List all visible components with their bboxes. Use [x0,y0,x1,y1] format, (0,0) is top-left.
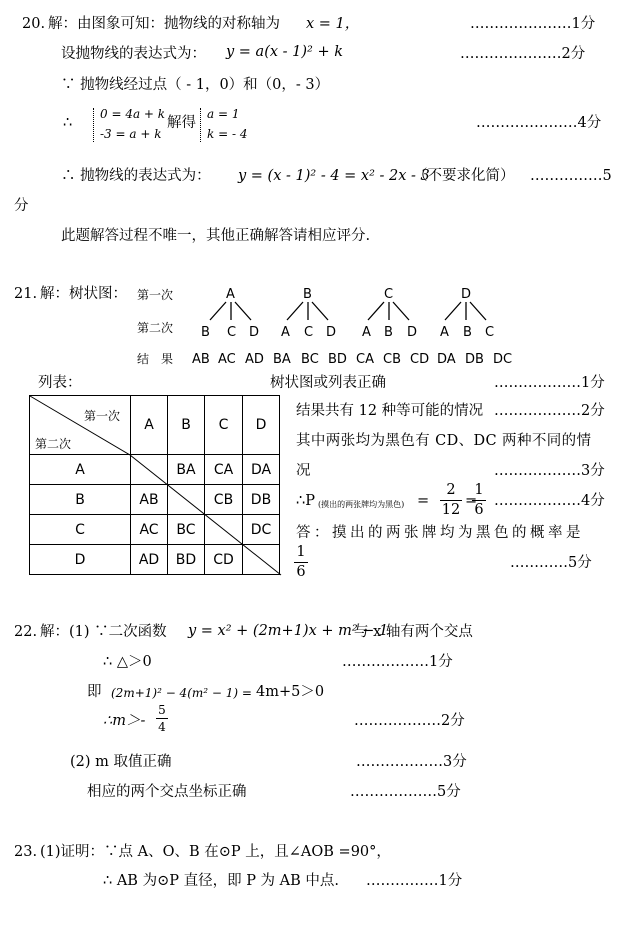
q23-score1: ……………1分 [366,873,463,889]
table-header-second: 第二次 [35,437,72,451]
tree-result-item: AD [245,352,264,367]
q20-line5-score: ……………5 [530,168,612,184]
table-cell: DC [243,515,280,545]
table-col-header: D [243,396,280,455]
table-col-header: C [205,396,243,455]
q22-line3-math: (2m+1)² − 4(m² − 1) = [111,686,252,700]
frac-b-numerator: 1 [472,483,486,501]
table-cell: CD [205,545,243,575]
tree-leaf: C [227,325,237,340]
q20-therefore: ∴ [63,115,73,131]
prob-prefix: ∴P [296,493,315,509]
q20-line2-math: y = a(x - 1)² + k [226,44,344,60]
q21-intro: 解：树状图： [40,286,127,302]
answer-numerator: 1 [294,545,308,563]
table-cell: CB [205,485,243,515]
answer-fraction [294,545,308,579]
prob-fraction-b [472,483,486,517]
table-row-header: A [30,455,131,485]
table-row-header: B [30,485,131,515]
q21-result-count: 结果共有 12 种等可能的情况 [296,403,484,419]
table-col-header: A [131,396,168,455]
q21-number: 21. [14,286,38,302]
tree-leaf: D [326,325,337,340]
q20-sol1: a = 1 [207,107,240,121]
tree-result-item: AC [218,352,236,367]
tree-result-item: DB [465,352,484,367]
tree-result-item: AB [192,352,210,367]
q22-score2: ………………2分 [354,713,465,729]
q20-line5-note: （不要求化简） [413,168,515,184]
table-cell: AD [131,545,168,575]
table-cell: BD [168,545,205,575]
tree-result-item: BD [328,352,347,367]
tree-row1-label: 第一次 [137,288,174,302]
q21-score3: ………………3分 [494,463,605,479]
q21-score4: ………………4分 [494,493,605,509]
q22-line1-pre: 解：(1) ∵二次函数 [40,624,167,640]
tree-leaf: B [384,325,393,340]
tree-leaf: D [407,325,418,340]
q20-solve-label: 解得 [167,115,196,131]
q20-line5-text: ∴ 抛物线的表达式为： [61,168,211,184]
q22-line4: ∴m＞- [103,713,146,729]
prob-event: (摸出的两张牌均为黑色) [318,500,405,509]
tree-leaf: B [463,325,472,340]
q20-line4-score: …………………4分 [476,115,602,131]
prob-equals: = [417,493,430,509]
q22-line3-post: 4m+5＞0 [256,684,325,700]
q20-line1-math: x = 1， [306,16,360,32]
q22-line5: (2) m 取值正确 [70,754,172,770]
tree-leaf: B [201,325,210,340]
q22-line6: 相应的两个交点坐标正确 [87,784,247,800]
table-col-header: B [168,396,205,455]
q20-line1-score: …………………1分 [470,16,596,32]
q21-black-cases: 其中两张均为黑色有 CD、DC 两种不同的情 [296,433,592,449]
frac-b-denominator: 6 [474,501,484,518]
tree-result-item: CA [356,352,374,367]
frac-a-numerator: 2 [440,483,462,501]
q22-line1-post: 与 x 轴有两个交点 [354,624,473,640]
main-diagonal [130,455,281,575]
q20-number: 20. [22,16,46,32]
table-cell: BC [168,515,205,545]
tree-result-item: CB [383,352,401,367]
prob-fraction-a [440,483,462,517]
q21-score1: ………………1分 [494,375,605,391]
answer-denominator: 6 [296,563,306,580]
q20-line5-wrap: 分 [14,198,29,214]
q21-score5: …………5分 [510,555,592,571]
tree-node: D [461,287,472,302]
q22-frac-denominator: 4 [158,720,166,734]
tree-node: B [303,287,312,302]
tree-result-item: DA [437,352,456,367]
table-cell: DA [243,455,280,485]
table-cell: CA [205,455,243,485]
q21-score2: ………………2分 [494,403,605,419]
q22-score3: ………………3分 [356,754,467,770]
table-cell: AC [131,515,168,545]
table-row-header: D [30,545,131,575]
q22-line3-pre: 即 [87,684,102,700]
tree-result-item: BC [301,352,319,367]
q22-number: 22. [14,624,38,640]
tree-row2-label: 第二次 [137,321,174,335]
q23-line2: ∴ AB 为⊙P 直径，即 P 为 AB 中点. [103,873,340,889]
frac-a-denominator: 12 [441,501,461,518]
q20-line6-text: 此题解答过程不唯一，其他正确解答请相应评分. [61,228,371,244]
q22-line1-math: y = x² + (2m+1)x + m² − 1 [188,623,389,639]
table-cell: DB [243,485,280,515]
q20-eq1: 0 = 4a + k [100,107,166,121]
table-header-first: 第一次 [83,409,120,423]
q21-answer: 答：摸出的两张牌均为黑色的概率是 [296,525,584,541]
q20-line5-math: y = (x - 1)² - 4 = x² - 2x - 3 [238,168,430,184]
tree-node: C [384,287,394,302]
q21-black-cases-wrap: 况 [296,463,311,479]
table-cell: AB [131,485,168,515]
q22-frac-numerator: 5 [156,704,168,719]
corner-diagonal [30,396,130,455]
tree-correct-note: 树状图或列表正确 [270,375,386,391]
q23-line1: (1)证明：∵点 A、O、B 在⊙P 上，且∠AOB =90°， [40,844,391,860]
tree-result-item: DC [493,352,513,367]
q22-line2: ∴ △＞0 [103,654,152,670]
q20-sol2: k = - 4 [207,127,248,141]
q20-line3-text: ∵ 抛物线经过点（ - 1，0）和（0，- 3） [61,77,330,93]
q23-number: 23. [14,844,38,860]
table-row-header: C [30,515,131,545]
tree-leaf: A [281,325,290,340]
q20-eq2: -3 = a + k [100,127,162,141]
tree-leaf: C [485,325,495,340]
q20-line1-text: 解：由图象可知：抛物线的对称轴为 [48,16,280,32]
tree-leaf: A [440,325,449,340]
prob-equals-2: = [465,493,478,509]
q22-score1: ………………1分 [342,654,453,670]
tree-result-item: BA [273,352,291,367]
tree-node: A [226,287,235,302]
q22-score5: ………………5分 [350,784,461,800]
list-label: 列表： [38,375,82,391]
q20-line2-score: …………………2分 [460,46,586,62]
tree-row3-label: 结 果 [137,352,174,366]
q20-line2-text: 设抛物线的表达式为： [61,46,206,62]
tree-leaf: A [362,325,371,340]
q22-fraction [156,704,168,733]
tree-leaf: D [249,325,260,340]
tree-leaf: C [304,325,314,340]
table-cell: BA [168,455,205,485]
tree-result-item: CD [410,352,430,367]
